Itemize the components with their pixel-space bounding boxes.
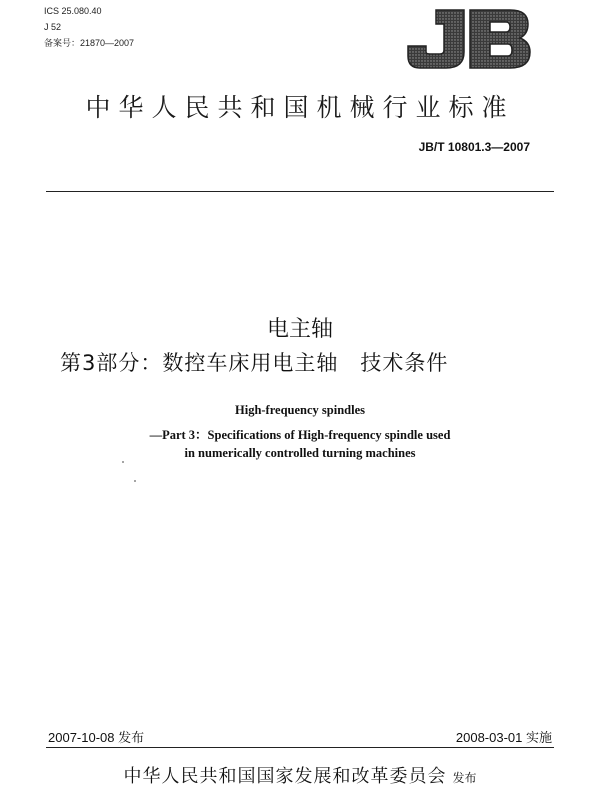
- standard-category-title: 中华人民共和国机械行业标准: [85, 93, 515, 122]
- jb-logo: [406, 6, 532, 72]
- issuing-authority: [0, 762, 600, 788]
- issuer-name: 中华人民共和国国家发展和改革委员会: [123, 766, 447, 787]
- document-subtitle-en-line2: in numerically controlled turning machines: [184, 446, 416, 460]
- scan-speck: [122, 461, 124, 463]
- header-divider: [46, 191, 554, 192]
- classification-code: J 52: [44, 22, 62, 32]
- ics-code: ICS 25.080.40: [44, 6, 102, 16]
- record-number: 备案号：21870—2007: [44, 38, 135, 48]
- document-title-cn: 电主轴: [266, 317, 333, 342]
- footer-divider: [46, 747, 554, 748]
- document-subtitle-en-line1: —Part 3：Specifications of High-frequency spindle used: [149, 428, 451, 442]
- issue-date: 2007-10-08 发布: [48, 730, 145, 745]
- document-title-en: High-frequency spindles: [235, 403, 365, 417]
- document-subtitle-cn: 第3部分：数控车床用电主轴 技术条件: [60, 351, 449, 375]
- standard-code: JB/T 10801.3—2007: [418, 140, 530, 154]
- issuer-suffix: 发布: [452, 771, 477, 785]
- scan-speck: [134, 480, 136, 482]
- implement-date: 2008-03-01 实施: [455, 730, 552, 745]
